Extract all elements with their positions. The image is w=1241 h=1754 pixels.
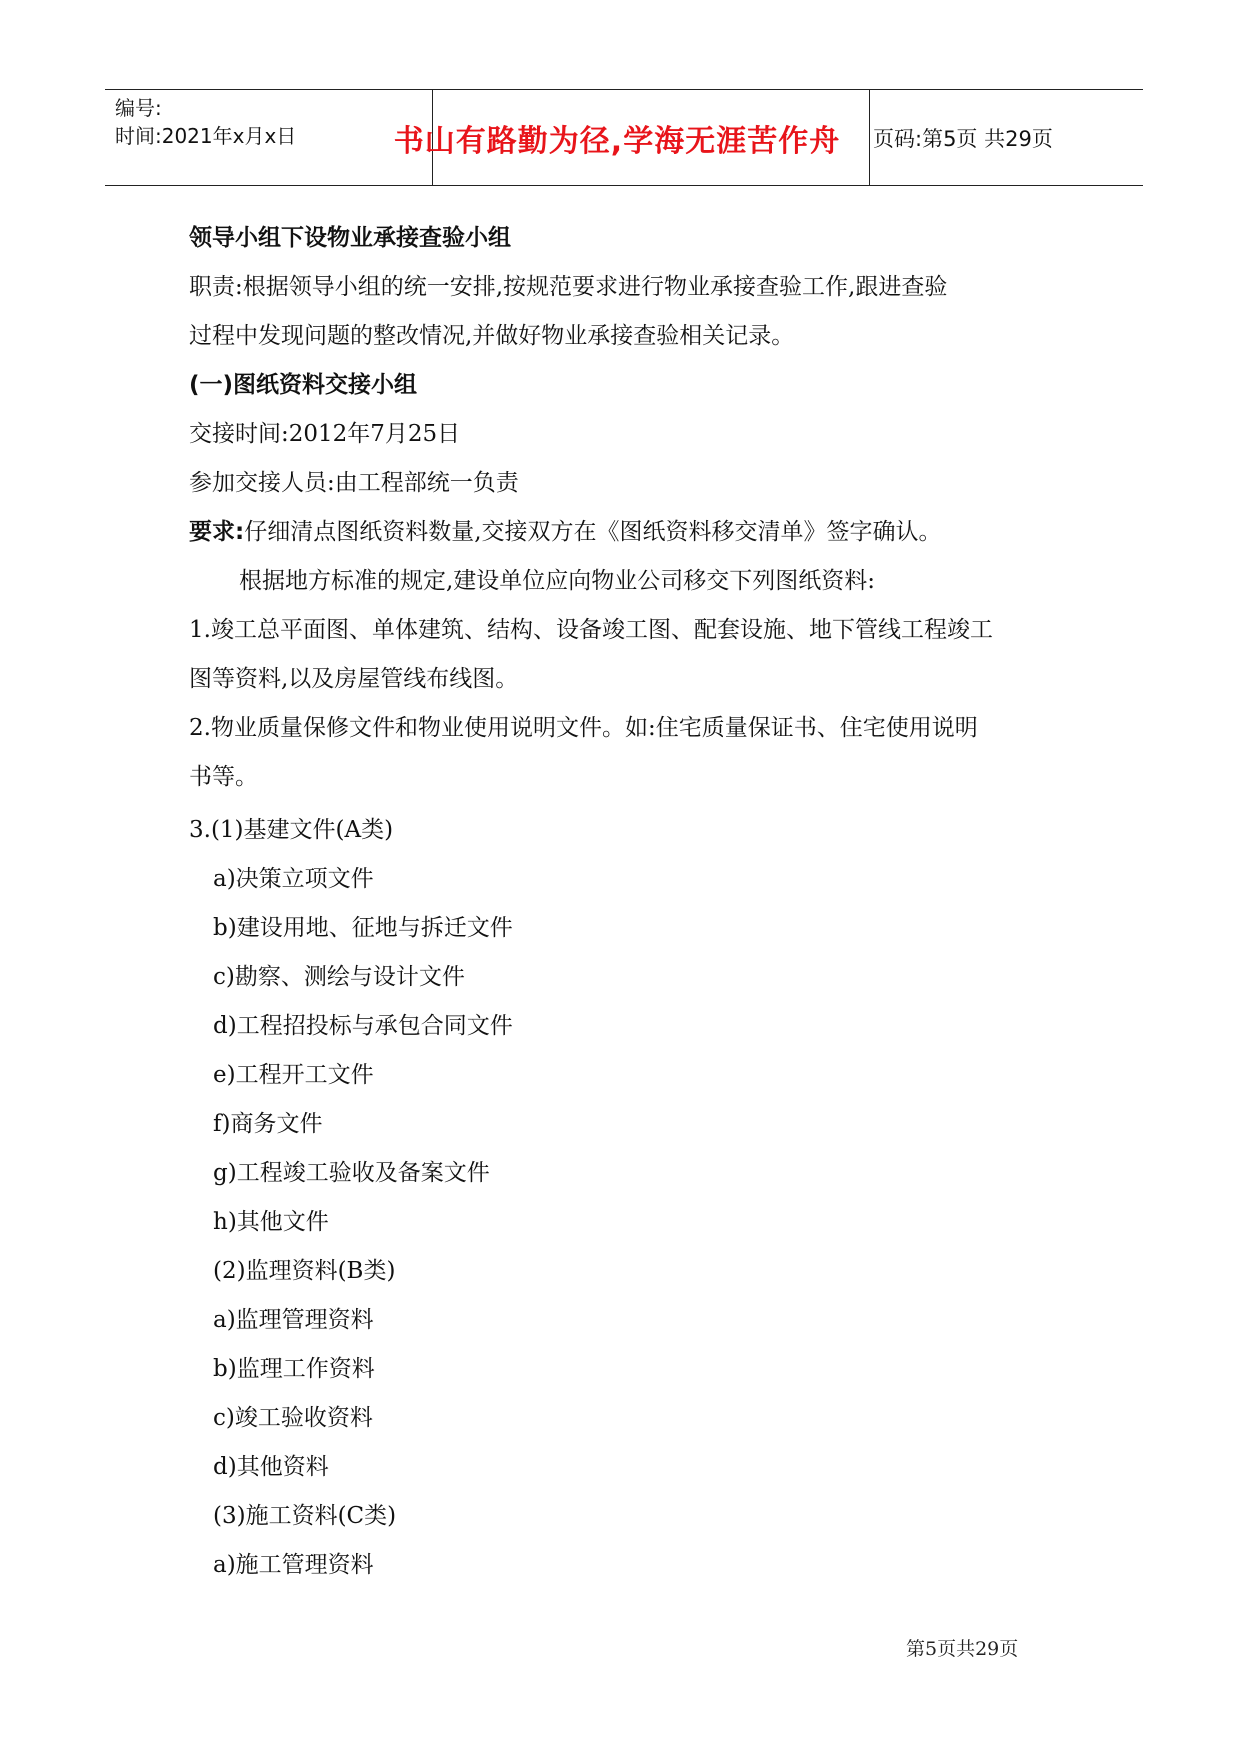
list-item: a)决策立项文件 bbox=[213, 866, 374, 892]
document-number-label: 编号: bbox=[115, 96, 162, 120]
list-item: c)竣工验收资料 bbox=[213, 1405, 373, 1431]
header-motto bbox=[371, 90, 863, 185]
section-heading-drawings-team: (一)图纸资料交接小组 bbox=[189, 372, 418, 398]
duty-text-line-1: 职责:根据领导小组的统一安排,按规范要求进行物业承接查验工作,跟进查验 bbox=[189, 274, 948, 300]
requirement-text: 仔细清点图纸资料数量,交接双方在《图纸资料移交清单》签字确认。 bbox=[244, 519, 942, 545]
list-item: d)工程招投标与承包合同文件 bbox=[213, 1013, 513, 1039]
page-footer-number: 第5页共29页 bbox=[906, 1638, 1019, 1660]
page-header bbox=[105, 89, 1143, 186]
intro-paragraph: 根据地方标准的规定,建设单位应向物业公司移交下列图纸资料: bbox=[239, 568, 876, 594]
subsection-title-supervision: (2)监理资料(B类) bbox=[213, 1258, 396, 1284]
item-2-line-2: 书等。 bbox=[189, 764, 258, 790]
subsection-title-construction: (3)施工资料(C类) bbox=[213, 1503, 397, 1529]
requirement-paragraph bbox=[189, 508, 1069, 557]
list-item: f)商务文件 bbox=[213, 1111, 323, 1137]
handover-participants: 参加交接人员:由工程部统一负责 bbox=[189, 470, 519, 496]
header-page-number: 页码:第5页 共29页 bbox=[873, 126, 1053, 151]
section-heading-inspection-team: 领导小组下设物业承接查验小组 bbox=[189, 225, 511, 251]
document-time-label: 时间:2021年x月x日 bbox=[115, 124, 297, 148]
duty-text-line-2: 过程中发现问题的整改情况,并做好物业承接查验相关记录。 bbox=[189, 323, 795, 349]
list-item: h)其他文件 bbox=[213, 1209, 329, 1235]
list-item: g)工程竣工验收及备案文件 bbox=[213, 1160, 490, 1186]
document-body bbox=[189, 214, 1069, 1590]
header-meta bbox=[115, 94, 296, 150]
item-3-title: 3.(1)基建文件(A类) bbox=[189, 817, 394, 843]
list-item: d)其他资料 bbox=[213, 1454, 329, 1480]
list-item: b)监理工作资料 bbox=[213, 1356, 375, 1382]
item-1-line-2: 图等资料,以及房屋管线布线图。 bbox=[189, 666, 519, 692]
header-divider-right bbox=[869, 90, 870, 185]
motto-text: 书山有路勤为径,学海无涯苦作舟 bbox=[393, 123, 841, 159]
handover-time: 交接时间:2012年7月25日 bbox=[189, 421, 461, 447]
list-item: a)监理管理资料 bbox=[213, 1307, 374, 1333]
item-2-line-1: 2.物业质量保修文件和物业使用说明文件。如:住宅质量保证书、住宅使用说明 bbox=[189, 715, 978, 741]
list-item: c)勘察、测绘与设计文件 bbox=[213, 964, 465, 990]
requirement-label: 要求: bbox=[189, 519, 245, 545]
item-1-line-1: 1.竣工总平面图、单体建筑、结构、设备竣工图、配套设施、地下管线工程竣工 bbox=[189, 617, 993, 643]
list-item: e)工程开工文件 bbox=[213, 1062, 374, 1088]
list-item: a)施工管理资料 bbox=[213, 1552, 374, 1578]
list-item: b)建设用地、征地与拆迁文件 bbox=[213, 915, 513, 941]
